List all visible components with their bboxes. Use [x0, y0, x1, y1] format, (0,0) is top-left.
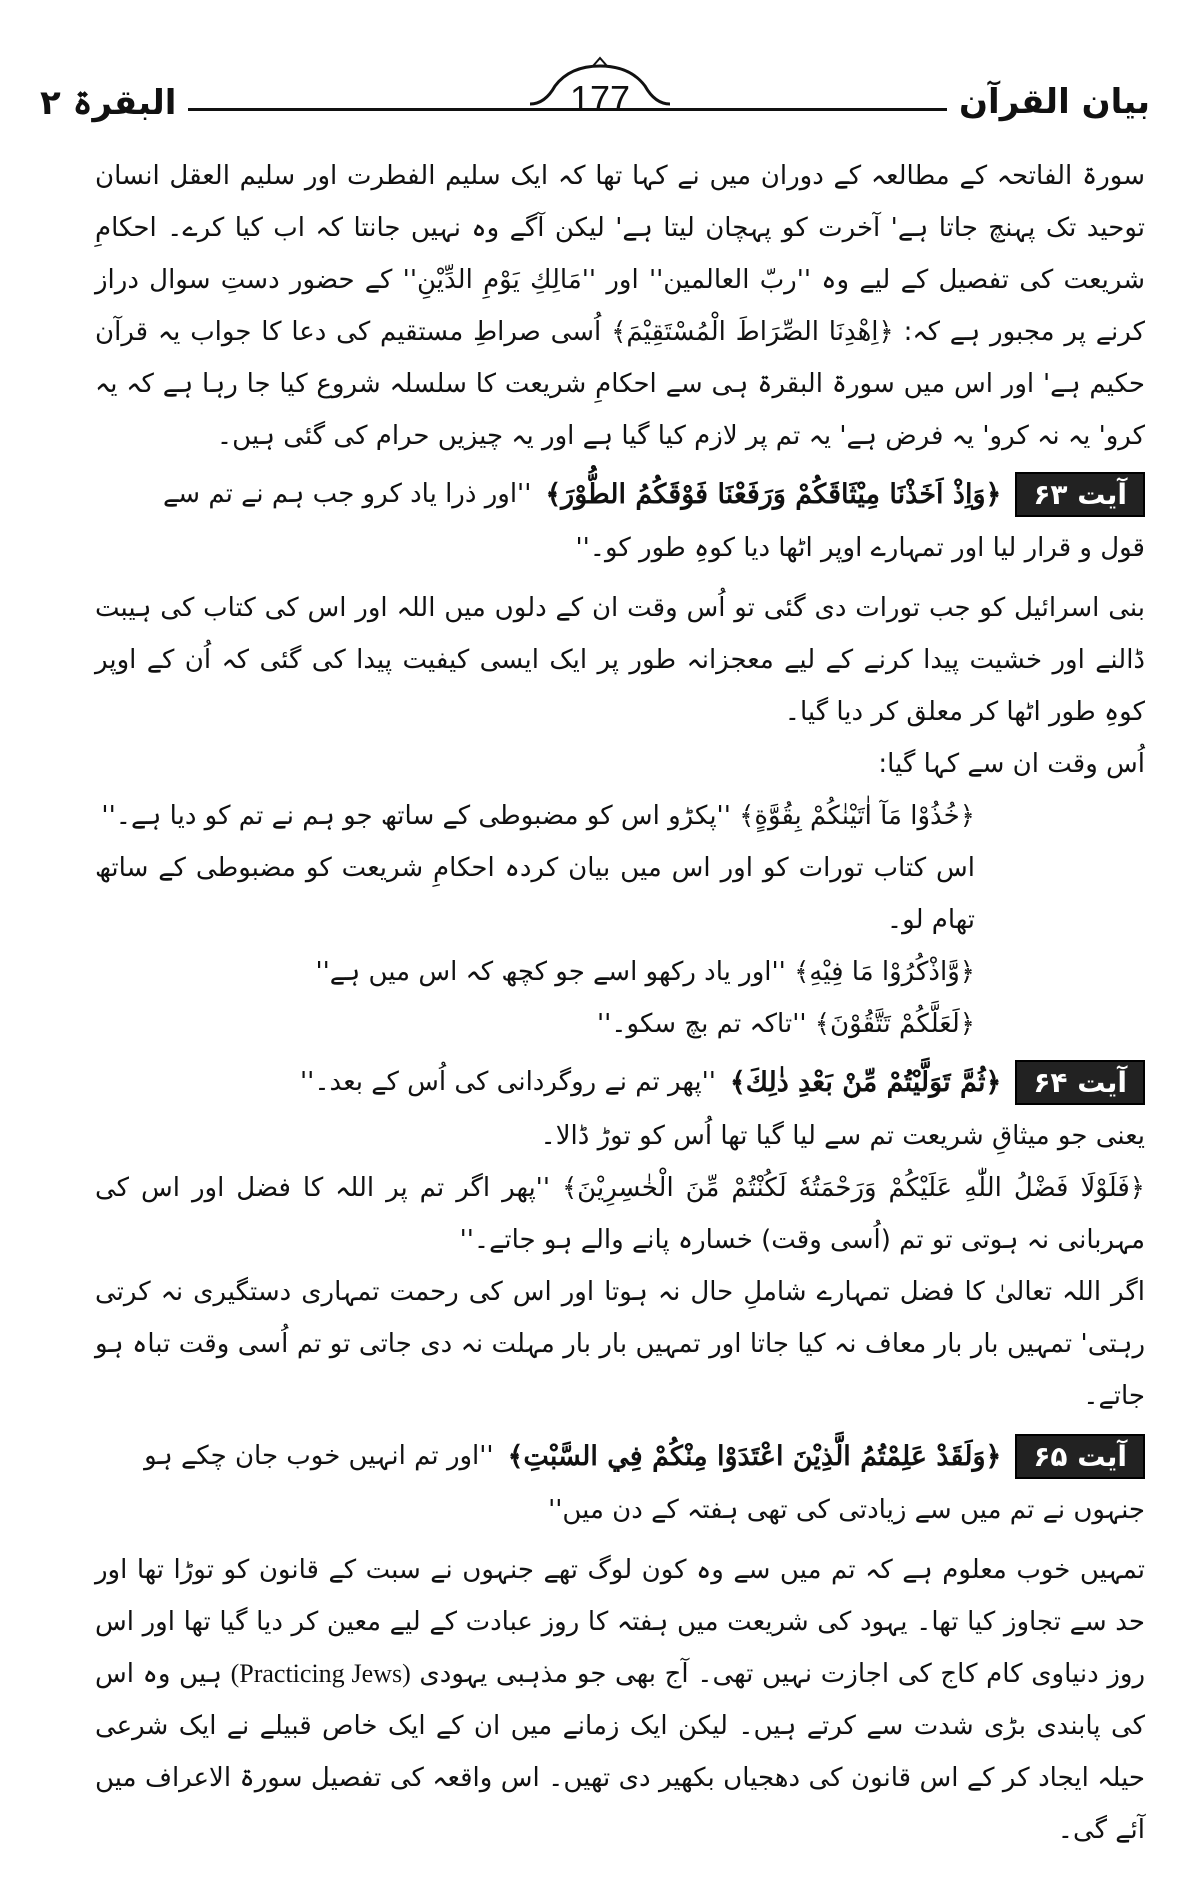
- intro-paragraph: سورۃ الفاتحہ کے مطالعہ کے دوران میں نے کہا تھا کہ ایک سلیم الفطرت اور سلیم العقل انسان توحید تک پہنچ جاتا ہے' آخرت کو پہچان لیتا ہے' لیکن آگے وہ نہیں جانتا کہ اب کیا کرے۔ احکامِ شریعت کی تفصیل کے لیے وہ ''ربّ العالمین'' اور ''مَالِكِ يَوْمِ الدِّيْنِ'' کے حضور دستِ سوال دراز کرنے پر مجبور ہے کہ: ﴿اِهْدِنَا الصِّرَاطَ الْمُسْتَقِيْمَ﴾ اُسی صراطِ مستقیم کی دعا کا جواب یہ قرآن حکیم ہے' اور اس میں سورۃ البقرۃ ہی سے احکامِ شریعت کا سلسلہ شروع کیا جا رہا ہے کہ یہ کرو' یہ نہ کرو' یہ فرض ہے' یہ تم پر لازم کیا گیا ہے اور یہ چیزیں حرام کی گئی ہیں۔: [95, 161, 1145, 451]
- ayah-65-translation-rest: جنہوں نے تم میں سے زیادتی کی تھی ہفتہ کے دن میں'': [548, 1495, 1145, 1525]
- practicing-jews-term: (Practicing Jews): [230, 1659, 411, 1688]
- ayah-64-verse-continuation: ﴿فَلَوْلَا فَضْلُ اللّٰهِ عَلَيْكُمْ وَرَحْمَتُهٗ لَكُنْتُمْ مِّنَ الْخٰسِرِيْنَ﴾ ''پھر اگر تم پر اللہ کا فضل اور اس کی مہربانی نہ ہوتی تو تم (اُسی وقت) خسارہ پانے والے ہو جاتے۔'': [95, 1173, 1145, 1255]
- book-title: بیان القرآن: [947, 82, 1150, 122]
- ayah-63-translation-rest: قول و قرار لیا اور تمہارے اوپر اٹھا دیا کوہِ طور کو۔'': [575, 533, 1145, 563]
- quote-hold-firmly: ﴿خُذُوْا مَآ اٰتَيْنٰكُمْ بِقُوَّةٍ﴾ ''پکڑو اس کو مضبوطی کے ساتھ جو ہم نے تم کو دیا ہے۔'': [101, 801, 975, 831]
- page-body: [95, 150, 1145, 1856]
- quote-that-you-may-be-saved: ﴿لَعَلَّكُمْ تَتَّقُوْنَ﴾ ''تاکہ تم بچ سکو۔'': [596, 1009, 975, 1039]
- ayah-65-commentary-part-1: تمہیں خوب معلوم ہے کہ تم میں سے وہ کون لوگ تھے جنہوں نے سبت کے قانون کو توڑا تھا اور حد سے تجاوز کیا تھا۔ یہود کی شریعت میں ہفتہ کا روز عبادت کے لیے معین کر دیا گیا تھا اور اس روز دنیاوی کام کاج کی اجازت نہیں تھی۔ آج بھی جو مذہبی یہودی: [95, 1555, 1146, 1689]
- ayah-64-badge: آیت ۶۴: [1015, 1060, 1145, 1105]
- ayah-63-commentary-lead: اُس وقت ان سے کہا گیا:: [878, 749, 1145, 779]
- ayah-64-translation: ''پھر تم نے روگردانی کی اُس کے بعد۔'': [300, 1067, 716, 1097]
- page-header: [40, 78, 1150, 138]
- page-number-ornament: [525, 56, 675, 126]
- page-number: 177: [569, 78, 631, 119]
- ayah-65-commentary: [95, 1544, 1145, 1856]
- quote-hold-firmly-note: اس کتاب تورات کو اور اس میں بیان کردہ احکامِ شریعت کو مضبوطی کے ساتھ تھام لو۔: [95, 853, 975, 935]
- ayah-65-translation-start: ''اور تم انہیں خوب جان چکے ہو: [144, 1441, 494, 1471]
- ayah-63-badge: آیت ۶۳: [1015, 472, 1145, 517]
- ayah-64-explanation: اگر اللہ تعالیٰ کا فضل تمہارے شاملِ حال نہ ہوتا اور اس کی رحمت تمہاری دستگیری نہ کرتی رہتی' تمہیں بار بار معاف نہ کیا جاتا اور تمہیں بار بار مہلت نہ دی جاتی تو تم اُسی وقت تباہ ہو جاتے۔: [95, 1277, 1145, 1411]
- ayah-65-commentary-part-2: ہیں وہ اس کی پابندی بڑی شدت سے کرتے ہیں۔ لیکن ایک زمانے میں ان کے ایک خاص قبیلے نے ایک شرعی حیلہ ایجاد کر کے اس قانون کی دھجیاں بکھیر دی تھیں۔ اس واقعہ کی تفصیل سورۃ الاعراف میں آئے گی۔: [95, 1659, 1145, 1845]
- ayah-63-row: [95, 468, 1145, 520]
- ayah-64-row: [95, 1056, 1145, 1108]
- quote-remember: ﴿وَّاذْكُرُوْا مَا فِيْهِ﴾ ''اور یاد رکھو اسے جو کچھ کہ اس میں ہے'': [315, 957, 975, 987]
- ayah-65-badge: آیت ۶۵: [1015, 1434, 1145, 1479]
- ayah-65-row: [95, 1430, 1145, 1482]
- ayah-63-commentary: بنی اسرائیل کو جب تورات دی گئی تو اُس وقت ان کے دلوں میں اللہ اور اس کی کتاب کی ہیبت ڈالنے اور خشیت پیدا کرنے کے لیے معجزانہ طور پر ایک ایسی کیفیت پیدا کی گئی کہ اُن کے اوپر کوہِ طور اٹھا کر معلق کر دیا گیا۔: [95, 593, 1146, 727]
- ayah-65-arabic: ﴿وَلَقَدْ عَلِمْتُمُ الَّذِيْنَ اعْتَدَوْا مِنْكُمْ فِي السَّبْتِ﴾: [507, 1440, 1002, 1472]
- ayah-64-commentary: یعنی جو میثاقِ شریعت تم سے لیا گیا تھا اُس کو توڑ ڈالا۔: [540, 1121, 1145, 1151]
- ayah-63-translation-start: ''اور ذرا یاد کرو جب ہم نے تم سے: [163, 479, 532, 509]
- surah-name: البقرۃ ۲: [40, 82, 188, 123]
- ayah-63-arabic: ﴿وَاِذْ اَخَذْنَا مِيْثَاقَكُمْ وَرَفَعْنَا فَوْقَكُمُ الطُّوْرَ﴾: [545, 478, 1002, 510]
- ayah-64-arabic: ﴿ثُمَّ تَوَلَّيْتُمْ مِّنْ بَعْدِ ذٰلِكَ﴾: [729, 1066, 1002, 1098]
